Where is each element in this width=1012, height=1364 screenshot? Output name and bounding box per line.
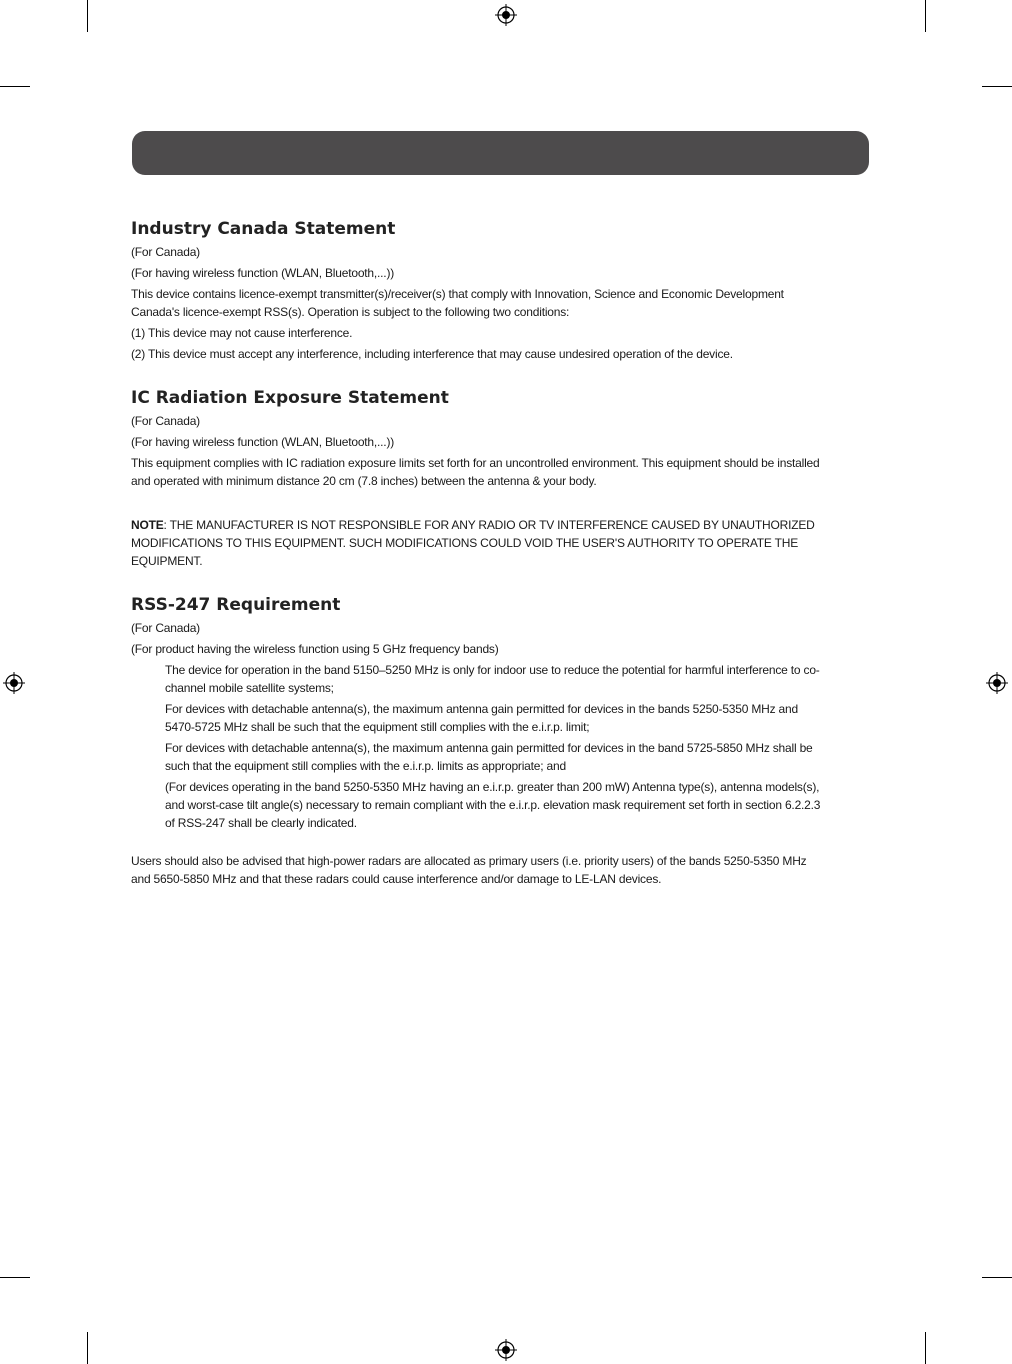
note-paragraph [131,516,821,570]
industry-canada-section [131,220,821,363]
paragraph: (For having wireless function (WLAN, Bluetooth,...)) [131,435,395,449]
list-item: (For devices operating in the band 5250-5350 MHz having an e.i.r.p. greater than 200 mW) Antenna type(s), antenna models(s), and worst-case tilt angle(s) necessary to remain compliant with the e.i.r.p. elevation mask requirement set forth in section 6.2.2.3 of RSS-247 shall be clearly indicated. [165,780,821,830]
list-item: The device for operation in the band 5150–5250 MHz is only for indoor use to reduce the potential for harmful interference to co-channel mobile satellite systems; [165,663,820,695]
registration-mark-icon [3,672,25,694]
paragraph: This equipment complies with IC radiation exposure limits set forth for an uncontrolled environment. This equipment should be installed and operated with minimum distance 20 cm (7.8 inches) between the antenna & your body. [131,456,820,488]
registration-mark-icon [986,672,1008,694]
paragraph: (For product having the wireless function using 5 GHz frequency bands) [131,642,499,656]
crop-mark [0,1277,30,1278]
crop-mark [982,1277,1012,1278]
paragraph: (For Canada) [131,245,200,259]
paragraph: Users should also be advised that high-power radars are allocated as primary users (i.e. priority users) of the bands 5250-5350 MHz and 5650-5850 MHz and that these radars could cause interference and/or damage to LE-LAN devices. [131,854,807,886]
paragraph: This device contains licence-exempt transmitter(s)/receiver(s) that comply with Innovation, Science and Economic Development Canada's licence-exempt RSS(s). Operation is subject to the following two conditions: [131,287,784,319]
crop-mark [925,1332,926,1364]
section-title: Industry Canada Statement [131,219,396,239]
rss247-section [131,596,821,888]
list-item: For devices with detachable antenna(s), the maximum antenna gain permitted for devices in the band 5725-5850 MHz shall be such that the equipment still complies with the e.i.r.p. limits as appropriate; and [165,741,813,773]
header-bar [132,131,869,175]
section-title: RSS-247 Requirement [131,595,341,615]
crop-mark [87,0,88,32]
paragraph: (1) This device may not cause interference. [131,326,353,340]
document-content [131,220,821,914]
crop-mark [925,0,926,32]
list-item: For devices with detachable antenna(s), the maximum antenna gain permitted for devices in the bands 5250-5350 MHz and 5470-5725 MHz shall be such that the equipment still complies with the e.i.r.p. limit; [165,702,798,734]
crop-mark [87,1332,88,1364]
paragraph: (For Canada) [131,414,200,428]
paragraph: (For having wireless function (WLAN, Bluetooth,...)) [131,266,395,280]
registration-mark-icon [495,1339,517,1361]
crop-mark [0,86,30,87]
requirement-list [131,661,821,832]
note-label: NOTE [131,518,164,532]
paragraph: (For Canada) [131,621,200,635]
crop-mark [982,86,1012,87]
ic-radiation-section [131,389,821,490]
note-text: : THE MANUFACTURER IS NOT RESPONSIBLE FOR ANY RADIO OR TV INTERFERENCE CAUSED BY UNAUTHORIZED MODIFICATIONS TO THIS EQUIPMENT. SUCH MODIFICATIONS COULD VOID THE USER'S AUTHORITY TO OPERATE THE EQUIPMENT. [131,518,815,568]
registration-mark-icon [495,4,517,26]
section-title: IC Radiation Exposure Statement [131,388,449,408]
paragraph: (2) This device must accept any interference, including interference that may cause undesired operation of the device. [131,347,733,361]
